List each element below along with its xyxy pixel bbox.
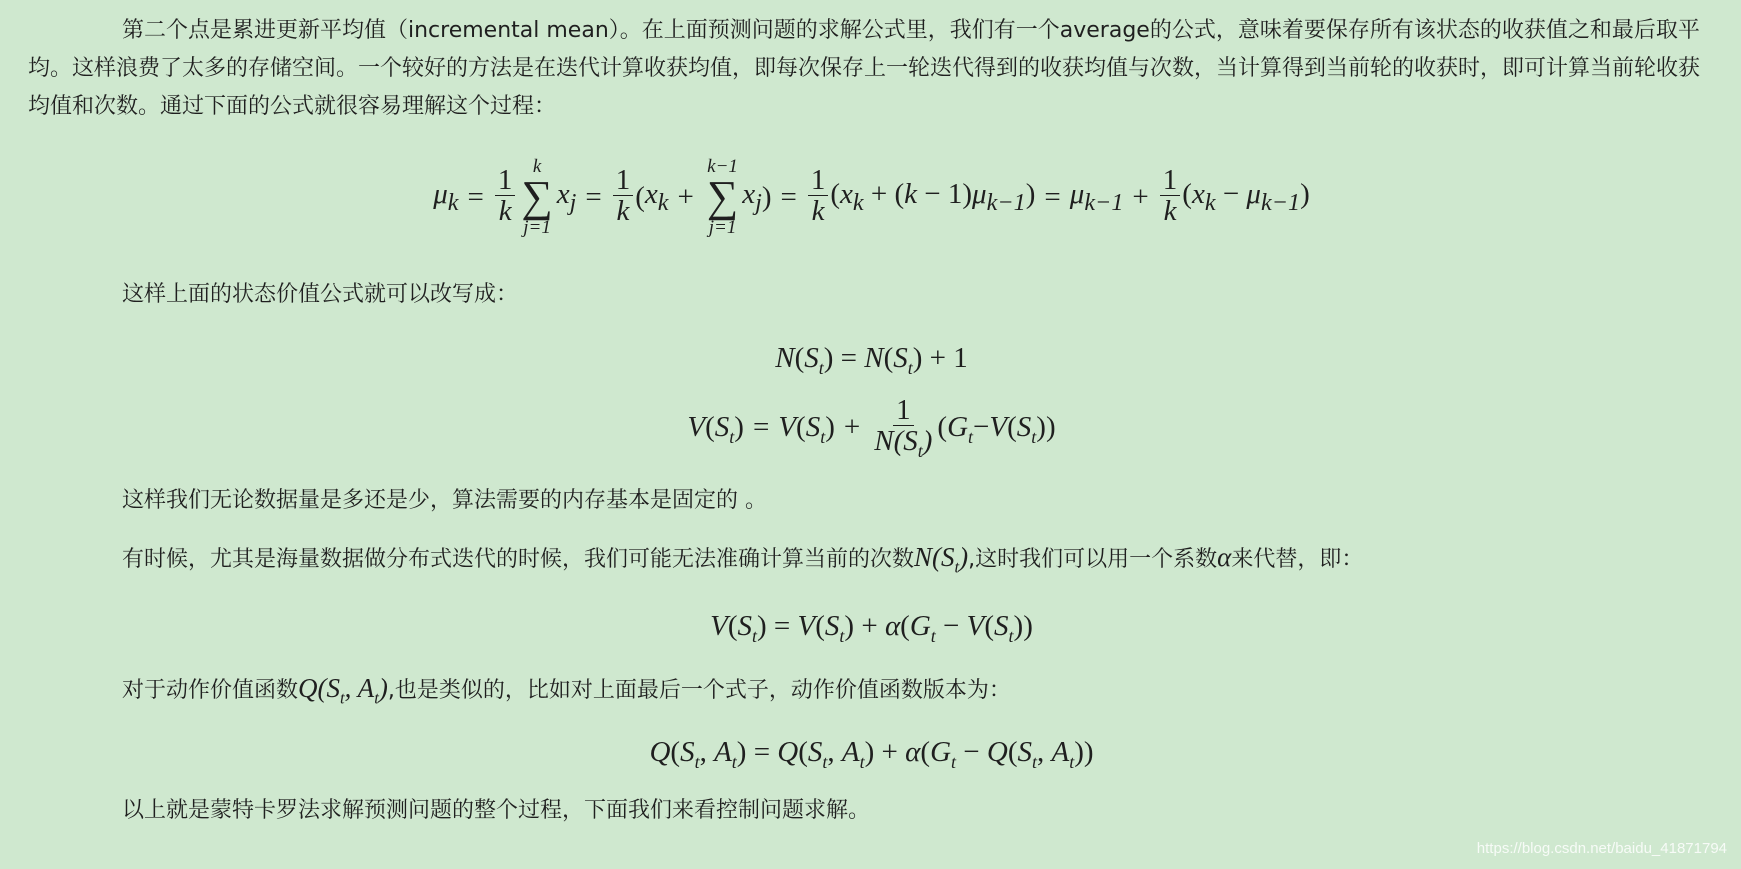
eq1-mu-km1: $\mu_{k-1}$ [1069, 177, 1124, 216]
eq1-term-4: $(x_k - \mu_{k-1})$ [1182, 177, 1310, 216]
equation-value-update: V ( $S_t$ ) = V ( $S_t$ ) + $\frac{1}{N(S_t)}$ ( $G_t$ − V ( $S_t$ )) [687, 394, 1056, 461]
p4-alpha: α [1217, 542, 1232, 572]
eq1-term-3: $(x_k + (k - 1)\mu_{k-1})$ [830, 177, 1036, 216]
eq1-sum-1: k ∑ j=1 [521, 156, 553, 238]
p4-text-c: 来代替，即： [1231, 547, 1364, 572]
eq1-equals-4: = [1044, 180, 1061, 213]
paragraph-action-value [28, 669, 1715, 710]
equation-count-update: $N(S_t) = N(S_t) + 1$ [775, 342, 968, 378]
eq1-frac-1: $\frac{1}{k}$ [495, 166, 516, 228]
eq1-equals-2: = [585, 180, 602, 213]
p4-text-a: 有时候，尤其是海量数据做分布式迭代的时候，我们可能无法准确计算当前的次数 [122, 547, 915, 572]
eq1-frac-2: $\frac{1}{k}$ [613, 166, 634, 228]
paragraph-alpha [28, 538, 1715, 579]
paragraph-rewrite: 这样上面的状态价值公式就可以改写成： [122, 282, 519, 307]
equation-incremental-mean: $\mu_k$ = $\frac{1}{k}$ k ∑ j=1 $x_j$ = $\frac{1}{k}$ ( $x_k$ + k−1 ∑ j=1 $x_j$ ) = $\frac{1}{k}$ $(x_k + (k - 1)\mu_{k-1})$ = $\mu_{k-1}$ + $\frac{1}{k}$ $(x_k - \mu_{k-1})$ [433, 156, 1310, 238]
eq1-mu-k: $\mu_k$ [433, 177, 459, 216]
eq1-xj-1: $x_j$ [556, 177, 577, 216]
eq1-paren-close-1: ) [761, 180, 772, 213]
paragraph-conclusion: 以上就是蒙特卡罗法求解预测问题的整个过程，下面我们来看控制问题求解。 [122, 798, 871, 823]
p4-text-b: ,这时我们可以用一个系数 [968, 547, 1218, 572]
eq1-plus-1: + [677, 180, 694, 213]
eq1-frac-4: $\frac{1}{k}$ [1160, 166, 1181, 228]
eq1-equals-1: = [467, 180, 484, 213]
eq1-equals-3: = [780, 180, 797, 213]
equation-action-value-alpha: $Q(S_t$, $A_t) = Q(S_t$, $A_t) + \alpha(G_t - Q(S_t$, $A_t$)) [649, 736, 1094, 772]
watermark-url: https://blog.csdn.net/baidu_41871794 [1476, 840, 1727, 857]
eq1-paren-open-1: ( [635, 180, 645, 213]
p5-text-a: 对于动作价值函数 [122, 678, 299, 703]
eq1-xj-2: $x_j$ [742, 177, 762, 216]
equation-value-alpha: $V(S_t) = V(S_t) + \alpha(G_t - V(S_t))$ [710, 610, 1033, 646]
eq3-frac: $\frac{1}{N(S_t)}$ [874, 394, 933, 461]
paragraph-incremental-mean: 第二个点是累进更新平均值（incremental mean）。在上面预测问题的求解公式里，我们有一个average的公式，意味着要保存所有该状态的收获值之和最后取平均。这样浪费了太多的存储空间。一个较好的方法是在迭代计算收获均值，即每次保存上一轮迭代得到的收获均值与次数，当计算得到当前轮的收获时，即可计算当前轮收获均值和次数。通过下面的公式就很容易理解这个过程： [28, 18, 1701, 119]
eq1-sum-2: k−1 ∑ j=1 [706, 156, 739, 238]
p5-text-b: ,也是类似的，比如对上面最后一个式子，动作价值函数版本为： [387, 678, 1011, 703]
p5-math-q: $Q(S_t$, $A_t$) [298, 673, 388, 708]
eq1-plus-2: + [1132, 180, 1149, 213]
eq1-frac-3: $\frac{1}{k}$ [808, 166, 829, 228]
p4-math-n: $N(S_t)$ [914, 542, 969, 577]
paragraph-memory: 这样我们无论数据量是多还是少，算法需要的内存基本是固定的 。 [122, 488, 767, 513]
